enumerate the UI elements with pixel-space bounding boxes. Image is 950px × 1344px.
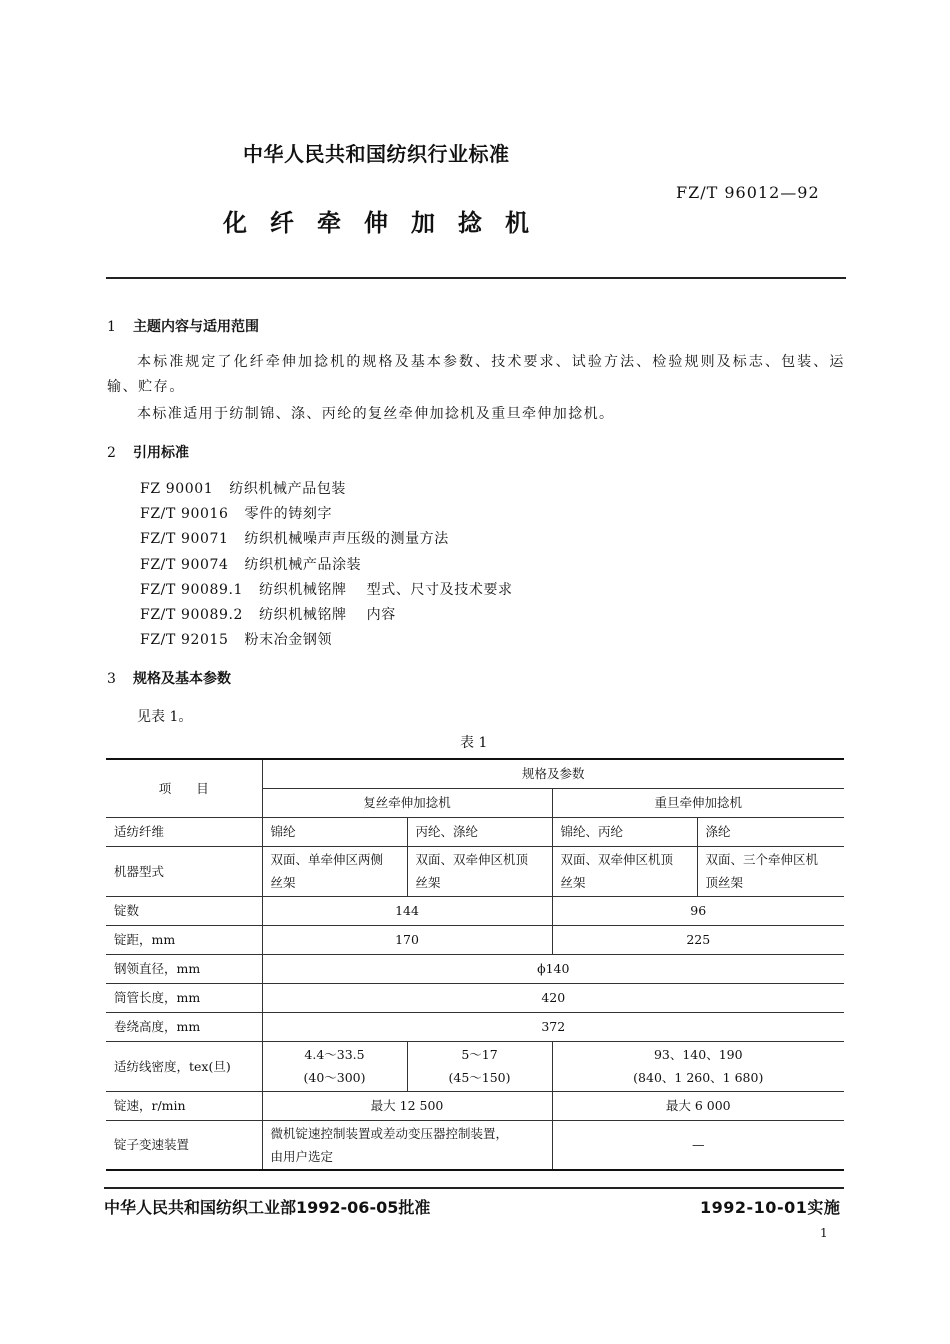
table-cell: 双面、三个牵伸区机 顶丝架 <box>697 846 844 896</box>
section-number: 1 <box>107 319 116 335</box>
section-1-heading <box>107 316 259 336</box>
table-cell: — <box>552 1120 844 1170</box>
section-title: 规格及基本参数 <box>133 671 231 687</box>
reference-item: FZ/T 90074 纺织机械产品涂装 <box>140 556 362 573</box>
table-cell: 双面、双牵伸区机顶 丝架 <box>407 846 552 896</box>
reference-item: FZ/T 90089.2 纺织机械铭牌 内容 <box>140 607 396 624</box>
row-label: 锭速，r/min <box>106 1091 262 1120</box>
table-row <box>106 1120 844 1170</box>
row-label: 适纺纤维 <box>106 817 262 846</box>
section-2-heading <box>107 442 189 462</box>
table-cell: 225 <box>552 925 844 954</box>
standard-series: 中华人民共和国纺织行业标准 <box>243 142 510 166</box>
table-cell: 锦纶、丙纶 <box>552 817 697 846</box>
table-row <box>106 896 844 925</box>
reference-list <box>140 477 513 653</box>
row-label: 筒管长度，mm <box>106 983 262 1012</box>
header-rule <box>106 277 846 279</box>
reference-item: FZ/T 92015 粉末冶金钢领 <box>140 632 333 649</box>
section-number: 2 <box>107 445 116 461</box>
table-cell: 4.4～33.5 (40～300) <box>262 1041 407 1091</box>
table-cell: 170 <box>262 925 552 954</box>
table-row <box>106 925 844 954</box>
section-1-paragraph-2: 本标准适用于纺制锦、涤、丙纶的复丝牵伸加捻机及重旦牵伸加捻机。 <box>137 406 615 422</box>
table-cell: 锦纶 <box>262 817 407 846</box>
table-cell: 微机锭速控制装置或差动变压器控制装置， 由用户选定 <box>262 1120 552 1170</box>
row-label: 钢领直径，mm <box>106 954 262 983</box>
reference-item: FZ 90001 纺织机械产品包装 <box>140 481 347 497</box>
table-cell: ϕ140 <box>262 954 844 983</box>
page-number: 1 <box>820 1226 828 1240</box>
table-caption: 表 1 <box>460 735 488 751</box>
table-cell: 93、140、190 (840、1 260、1 680) <box>552 1041 844 1091</box>
reference-item: FZ/T 90071 纺织机械噪声声压级的测量方法 <box>140 531 449 548</box>
table-cell: 144 <box>262 896 552 925</box>
section-1-paragraph-1: 本标准规定了化纤牵伸加捻机的规格及基本参数、技术要求、试验方法、检验规则及标志、包装、运输、贮存。 <box>107 354 845 395</box>
reference-item: FZ/T 90089.1 纺织机械铭牌 型式、尺寸及技术要求 <box>140 581 513 598</box>
section-title: 引用标准 <box>133 445 189 461</box>
section-number: 3 <box>107 671 116 687</box>
group-a-header: 复丝牵伸加捻机 <box>262 788 552 817</box>
table-row <box>106 983 844 1012</box>
reference-item: FZ/T 90016 零件的铸刻字 <box>140 506 333 523</box>
table-cell: 丙纶、涤纶 <box>407 817 552 846</box>
approval-line: 中华人民共和国纺织工业部1992-06-05批准 <box>104 1198 431 1217</box>
table-cell: 双面、双牵伸区机顶 丝架 <box>552 846 697 896</box>
table-row <box>106 817 844 846</box>
row-label: 锭子变速装置 <box>106 1120 262 1170</box>
spec-table <box>106 758 844 1171</box>
table-row <box>106 1091 844 1120</box>
section-3-heading <box>107 668 231 688</box>
table-row <box>106 759 844 788</box>
section-title: 主题内容与适用范围 <box>133 319 259 335</box>
row-label: 卷绕高度，mm <box>106 1012 262 1041</box>
row-label: 锭数 <box>106 896 262 925</box>
table-cell: 最大 6 000 <box>552 1091 844 1120</box>
table-cell: 96 <box>552 896 844 925</box>
table-row <box>106 846 844 896</box>
row-label: 机器型式 <box>106 846 262 896</box>
table-cell: 最大 12 500 <box>262 1091 552 1120</box>
row-label: 适纺线密度，tex(旦) <box>106 1041 262 1091</box>
item-header: 项 目 <box>106 759 262 817</box>
row-label: 锭距，mm <box>106 925 262 954</box>
section-3-paragraph: 见表 1。 <box>137 709 193 725</box>
table-cell: 420 <box>262 983 844 1012</box>
group-b-header: 重旦牵伸加捻机 <box>552 788 844 817</box>
table-row <box>106 1012 844 1041</box>
table-cell: 涤纶 <box>697 817 844 846</box>
standard-code: FZ/T 96012—92 <box>676 183 820 202</box>
table-cell: 5～17 (45～150) <box>407 1041 552 1091</box>
table-cell: 双面、单牵伸区两侧 丝架 <box>262 846 407 896</box>
table-row <box>106 954 844 983</box>
document-title: 化纤牵伸加捻机 <box>223 209 552 237</box>
footer-rule <box>104 1187 844 1189</box>
table-cell: 372 <box>262 1012 844 1041</box>
spec-header: 规格及参数 <box>262 759 844 788</box>
effective-date: 1992-10-01实施 <box>700 1198 841 1217</box>
table-row <box>106 1041 844 1091</box>
